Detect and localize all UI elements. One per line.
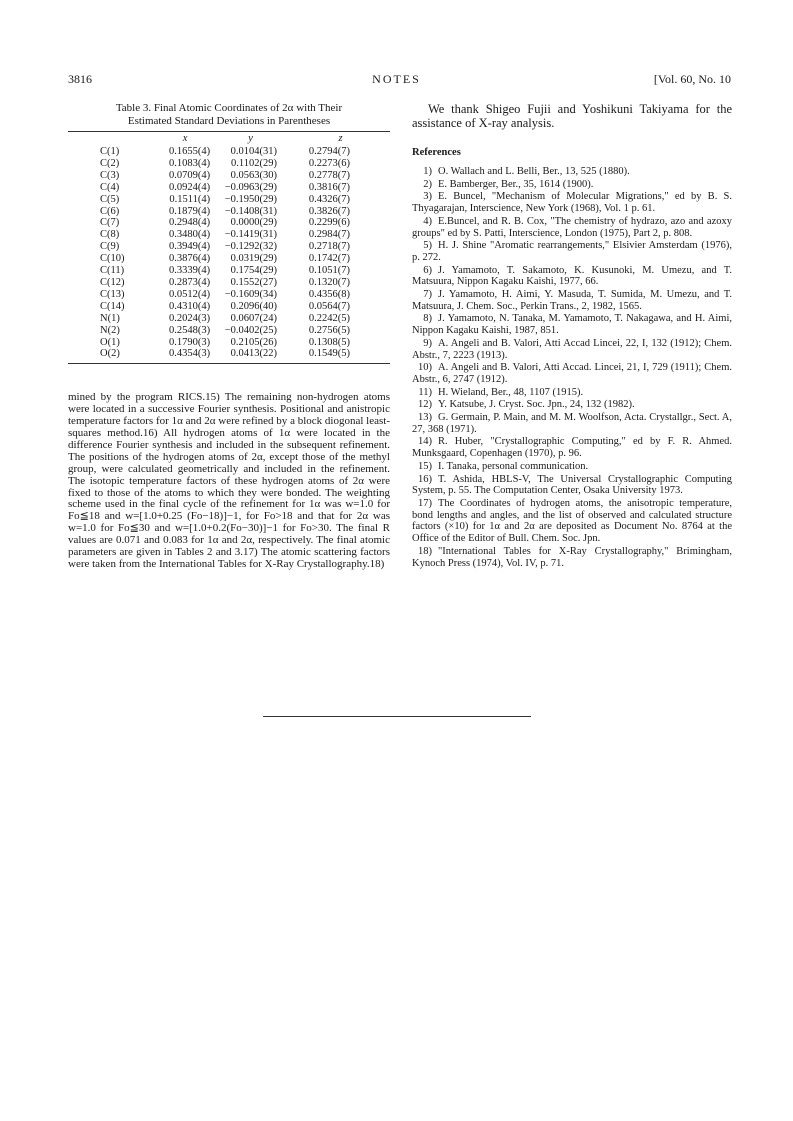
z-cell: 0.1308(5) [308, 336, 350, 348]
reference-number: 13) [418, 412, 432, 424]
table-row [68, 265, 390, 277]
reference-text: I. Tanaka, personal communication. [438, 460, 589, 472]
reference-number: 4) [423, 215, 432, 227]
atom-cell: C(10) [100, 253, 125, 265]
table-header-z: z [338, 133, 343, 144]
table-row [68, 313, 390, 325]
y-cell: 0.2105(26) [230, 336, 278, 348]
x-cell: 0.2948(4) [169, 217, 211, 229]
x-cell: 0.4310(4) [169, 300, 211, 312]
table-row [68, 158, 390, 170]
reference-number: 11) [418, 386, 432, 398]
x-cell: 0.4354(3) [169, 348, 211, 360]
reference-number: 16) [418, 473, 432, 485]
right-column [412, 102, 732, 570]
reference-text: J. Yamamoto, T. Sakamoto, K. Kusunoki, M. Umezu, and T. Matsuura, Nippon Kagaku Kaishi, 1977, 66. [412, 264, 732, 288]
reference-number: 6) [423, 264, 432, 276]
table-header-x: x [182, 133, 188, 144]
reference-item [412, 265, 732, 288]
y-cell: 0.1552(27) [230, 276, 278, 288]
reference-text: E.Buncel, and R. B. Cox, "The chemistry of hydrazo, azo and azoxy groups" ed by S. Patti, Interscience, London (1975), Part 2, p. 808. [412, 215, 732, 239]
reference-item [412, 387, 732, 399]
z-cell: 0.3816(7) [308, 181, 350, 193]
z-cell: 0.3826(7) [308, 205, 350, 217]
atom-cell: C(4) [100, 181, 120, 193]
atom-cell: C(9) [100, 241, 120, 253]
reference-text: E. Buncel, "Mechanism of Molecular Migrations," ed by B. S. Thyagarajan, Interscience, New York (1968), Vol. 1 p. 61. [412, 191, 732, 215]
reference-item [412, 338, 732, 361]
z-cell: 0.2756(5) [308, 324, 350, 336]
reference-number: 2) [423, 178, 432, 190]
x-cell: 0.3949(4) [169, 241, 211, 253]
reference-item [412, 436, 732, 459]
reference-text: H. J. Shine "Aromatic rearrangements," Elsivier Amsterdam (1976), p. 272. [412, 240, 732, 263]
x-cell: 0.1879(4) [169, 205, 211, 217]
table-row [68, 277, 390, 289]
table-row [68, 146, 390, 158]
z-cell: 0.1051(7) [308, 265, 350, 277]
z-cell: 0.1549(5) [308, 348, 350, 360]
reference-text: A. Angeli and B. Valori, Atti Accad Lincei, 22, I, 132 (1912); Chem. Abstr., 7, 2223 (1913). [412, 337, 732, 361]
reference-number: 7) [423, 289, 432, 301]
reference-item [412, 289, 732, 312]
y-cell: −0.1408(31) [224, 205, 278, 217]
reference-number: 10) [418, 362, 432, 374]
reference-text: R. Huber, "Crystallographic Computing," ed by F. R. Ahmed. Munksgaard, Copenhagen (1970), p. 96. [412, 436, 732, 460]
z-cell: 0.2778(7) [308, 169, 350, 181]
table-body [68, 146, 390, 360]
x-cell: 0.0924(4) [169, 181, 211, 193]
reference-text: A. Angeli and B. Valori, Atti Accad. Lincei, 21, I, 729 (1911); Chem. Abstr., 6, 2747 (1912). [412, 362, 732, 385]
body-paragraph: mined by the program RICS.15) The remaining non-hydrogen atoms were located in a successive Fourier synthesis. Positional and anistropic temperature factors for 1α and 2α were refined by a block diogonal least-squares method.16) All hydrogen atoms of 1α were located in the difference Fourier synthesis and included in the subsequent refinement. The positions of the hydrogen atoms of 2α, except those of the methyl group, were calculated geometrically and included in the refinement. The isotopic temperature factors of these hydrogen atoms of 2α were fixed to those of the atoms to which they were bonded. The weighting scheme used in the final cycle of the refinement for 1α was w=1.0 for Fo≦18 and w=[1.0+0.25 (Fo−18)]−1, for Fo>18 and that for 2α was w=1.0 for Fo≦30 and w=[1.0+0.2(Fo−30)]−1 for Fo>30. The final R values are 0.071 and 0.083 for 1α and 2α, respectively. The final atomic parameters are given in Tables 2 and 3.17) The atomic scattering factors were taken from the International Tables for X-Ray Crystallography.18) [68, 391, 390, 570]
y-cell: 0.0563(30) [230, 169, 278, 181]
z-cell: 0.2242(5) [308, 312, 350, 324]
reference-text: The Coordinates of hydrogen atoms, the anisotropic temperature, bond lengths and angles, and the list of observed and calculated structure factors (×10) for 1α and 2α are deposited as Document No. 8764 at the Office of the Editor of Bull. Chem. Soc. Jpn. [412, 497, 732, 545]
x-cell: 0.1655(4) [169, 146, 211, 157]
z-cell: 0.2718(7) [308, 241, 350, 253]
reference-number: 17) [418, 497, 432, 509]
atom-cell: C(7) [100, 217, 120, 229]
reference-number: 8) [423, 313, 432, 325]
atom-cell: C(5) [100, 193, 120, 205]
table-caption-line-1: Table 3. Final Atomic Coordinates of 2α with Their [115, 102, 343, 114]
y-cell: 0.2096(40) [230, 300, 278, 312]
reference-number: 18) [418, 545, 432, 557]
page-number: 3816 [68, 72, 92, 86]
left-column [68, 102, 390, 571]
x-cell: 0.1511(4) [169, 193, 211, 205]
table-row [68, 194, 390, 206]
table-row [68, 170, 390, 182]
reference-number: 3) [423, 191, 432, 203]
atom-cell: C(12) [100, 276, 125, 288]
table-bottom-rule [68, 363, 390, 364]
y-cell: −0.0963(29) [224, 181, 278, 193]
table-caption-line-2: Estimated Standard Deviations in Parentheses [127, 115, 331, 127]
reference-text: "International Tables for X-Ray Crystallography," Brimingham, Kynoch Press (1974), Vol. IV, p. 71. [412, 545, 732, 569]
reference-item [412, 474, 732, 497]
y-cell: −0.1419(31) [224, 229, 278, 241]
table-row [68, 337, 390, 349]
atom-cell: C(13) [100, 288, 125, 300]
table-row [68, 182, 390, 194]
reference-item [412, 313, 732, 336]
x-cell: 0.2873(4) [169, 276, 211, 288]
z-cell: 0.2984(7) [308, 229, 350, 241]
table-row [68, 301, 390, 313]
atom-cell: O(2) [100, 348, 120, 360]
reference-number: 9) [423, 337, 432, 349]
x-cell: 0.2548(3) [169, 324, 211, 336]
reference-item [412, 461, 732, 473]
reference-item [412, 399, 732, 411]
table-row [68, 348, 390, 360]
reference-text: H. Wieland, Ber., 48, 1107 (1915). [438, 386, 584, 398]
atom-cell: C(11) [100, 265, 125, 277]
table-row [68, 217, 390, 229]
x-cell: 0.0512(4) [169, 288, 211, 300]
reference-text: O. Wallach and L. Belli, Ber., 13, 525 (1880). [438, 166, 630, 177]
table-header-row [68, 132, 390, 146]
reference-number: 12) [418, 399, 432, 411]
y-cell: 0.0104(31) [230, 146, 278, 157]
y-cell: 0.0319(29) [230, 253, 278, 265]
x-cell: 0.0709(4) [169, 169, 211, 181]
coordinates-table [68, 132, 390, 360]
atom-cell: C(14) [100, 300, 125, 312]
reference-item [412, 362, 732, 385]
table-header-atom [68, 132, 160, 146]
reference-number: 15) [418, 460, 432, 472]
atom-cell: O(1) [100, 336, 120, 348]
atom-cell: C(8) [100, 229, 120, 241]
reference-item [412, 191, 732, 214]
z-cell: 0.1742(7) [308, 253, 350, 265]
end-rule [263, 716, 531, 717]
reference-item [412, 179, 732, 191]
x-cell: 0.3876(4) [169, 253, 211, 265]
table-row [68, 289, 390, 301]
reference-text: J. Yamamoto, H. Aimi, Y. Masuda, T. Sumida, M. Umezu, and T. Matsuura, J. Chem. Soc., Perkin Trans., 2, 1982, 1565. [412, 289, 732, 312]
x-cell: 0.3339(4) [169, 265, 211, 277]
atom-cell: C(2) [100, 157, 120, 169]
reference-number: 5) [423, 240, 432, 252]
table-row [68, 325, 390, 337]
y-cell: 0.0413(22) [230, 348, 278, 360]
table-row [68, 253, 390, 265]
reference-text: T. Ashida, HBLS-V, The Universal Crystallographic Computing System, p. 55. The Computation Center, Osaka University 1973. [412, 473, 732, 497]
y-cell: −0.1292(32) [224, 241, 278, 253]
reference-item [412, 498, 732, 545]
reference-number: 1) [423, 166, 432, 177]
reference-number: 14) [418, 436, 432, 448]
x-cell: 0.1083(4) [169, 157, 211, 169]
x-cell: 0.1790(3) [169, 336, 211, 348]
y-cell: 0.0000(29) [230, 217, 278, 229]
atom-cell: C(1) [100, 146, 120, 157]
references-list [412, 166, 732, 569]
z-cell: 0.0564(7) [308, 300, 350, 312]
references-heading: References [412, 147, 461, 158]
z-cell: 0.2299(6) [308, 217, 350, 229]
x-cell: 0.2024(3) [169, 312, 211, 324]
z-cell: 0.1320(7) [308, 276, 350, 288]
y-cell: −0.0402(25) [224, 324, 278, 336]
table-caption [68, 102, 390, 128]
z-cell: 0.4326(7) [308, 193, 350, 205]
table-row [68, 206, 390, 218]
table-row [68, 241, 390, 253]
volume-header: [Vol. 60, No. 10 [653, 72, 731, 86]
reference-item [412, 216, 732, 239]
reference-item [412, 546, 732, 569]
reference-text: G. Germain, P. Main, and M. M. Woolfson, Acta. Crystallgr., Sect. A, 27, 368 (1971). [412, 412, 732, 435]
reference-item [412, 412, 732, 435]
reference-text: Y. Katsube, J. Cryst. Soc. Jpn., 24, 132 (1982). [438, 399, 635, 411]
atom-cell: C(3) [100, 169, 120, 181]
y-cell: −0.1950(29) [224, 193, 278, 205]
x-cell: 0.3480(4) [169, 229, 211, 241]
section-header: NOTES [372, 72, 421, 86]
table-header-y: y [248, 133, 253, 144]
reference-text: J. Yamamoto, N. Tanaka, M. Yamamoto, T. Nakagawa, and H. Aimi, Nippon Kagaku Kaishi, 1987, 851. [412, 313, 732, 337]
atom-cell: N(2) [100, 324, 120, 336]
reference-item [412, 240, 732, 263]
y-cell: 0.1102(29) [231, 157, 278, 169]
table-row [68, 229, 390, 241]
y-cell: 0.0607(24) [230, 312, 278, 324]
z-cell: 0.4356(8) [308, 288, 350, 300]
z-cell: 0.2794(7) [308, 146, 350, 157]
reference-text: E. Bamberger, Ber., 35, 1614 (1900). [438, 178, 594, 190]
atom-cell: C(6) [100, 205, 120, 217]
z-cell: 0.2273(6) [308, 157, 350, 169]
y-cell: −0.1609(34) [224, 288, 278, 300]
acknowledgement: We thank Shigeo Fujii and Yoshikuni Takiyama for the assistance of X-ray analysis. [412, 102, 732, 130]
reference-item [412, 166, 732, 178]
y-cell: 0.1754(29) [230, 265, 278, 277]
atom-cell: N(1) [100, 312, 120, 324]
